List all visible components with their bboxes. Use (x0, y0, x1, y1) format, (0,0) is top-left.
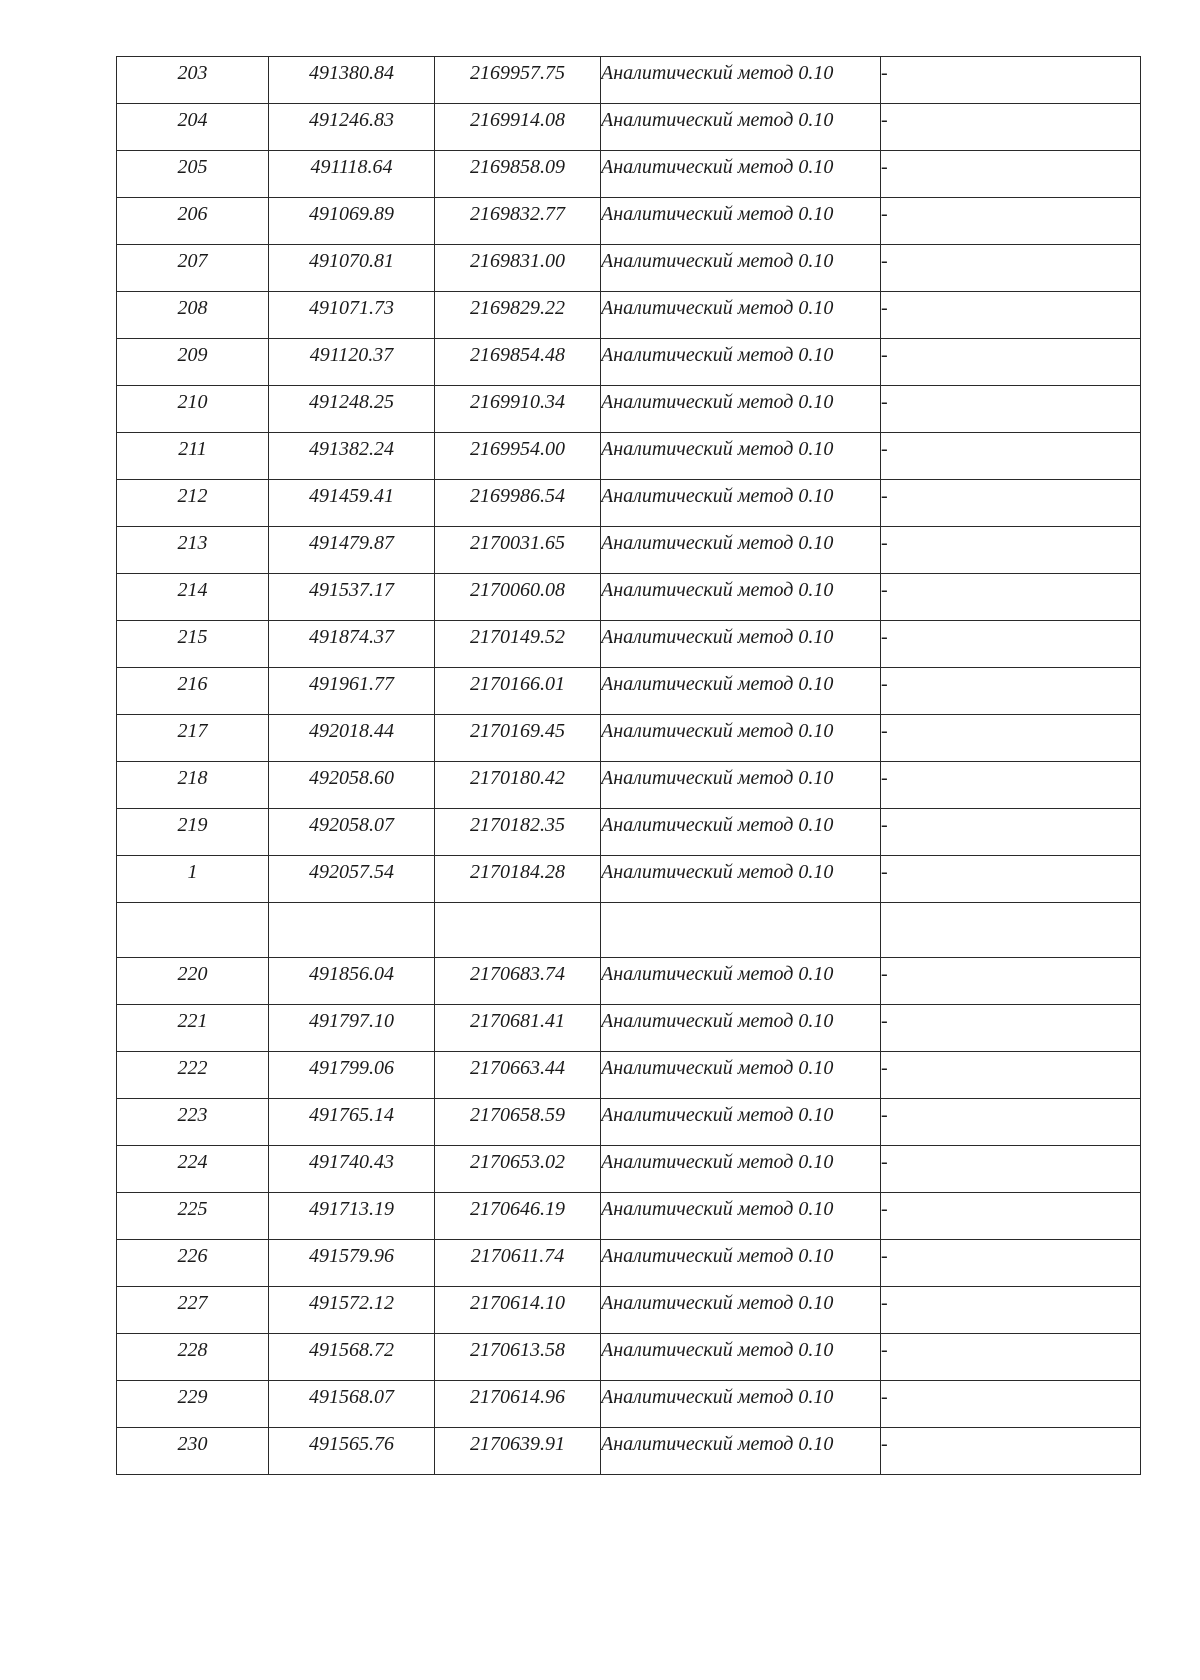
x-coordinate-cell: 491382.24 (269, 433, 435, 480)
x-coordinate-cell: 491579.96 (269, 1240, 435, 1287)
table-row (117, 1428, 1141, 1475)
point-number-cell: 212 (117, 480, 269, 527)
coordinates-table-body (117, 57, 1141, 1475)
note-cell: - (881, 1287, 1141, 1334)
x-coordinate-cell (269, 903, 435, 958)
method-cell: Аналитический метод 0.10 (601, 1052, 881, 1099)
y-coordinate-cell: 2170653.02 (435, 1146, 601, 1193)
note-cell: - (881, 621, 1141, 668)
table-row (117, 958, 1141, 1005)
table-row (117, 1334, 1141, 1381)
x-coordinate-cell: 491479.87 (269, 527, 435, 574)
method-cell: Аналитический метод 0.10 (601, 1334, 881, 1381)
y-coordinate-cell: 2170658.59 (435, 1099, 601, 1146)
point-number-cell: 214 (117, 574, 269, 621)
method-cell: Аналитический метод 0.10 (601, 292, 881, 339)
point-number-cell: 208 (117, 292, 269, 339)
table-row (117, 480, 1141, 527)
x-coordinate-cell: 491713.19 (269, 1193, 435, 1240)
point-number-cell (117, 903, 269, 958)
x-coordinate-cell: 491118.64 (269, 151, 435, 198)
x-coordinate-cell: 491248.25 (269, 386, 435, 433)
method-cell: Аналитический метод 0.10 (601, 1146, 881, 1193)
note-cell: - (881, 1005, 1141, 1052)
note-cell: - (881, 527, 1141, 574)
y-coordinate-cell: 2169858.09 (435, 151, 601, 198)
x-coordinate-cell: 491874.37 (269, 621, 435, 668)
method-cell: Аналитический метод 0.10 (601, 480, 881, 527)
table-row (117, 339, 1141, 386)
y-coordinate-cell: 2170663.44 (435, 1052, 601, 1099)
point-number-cell: 213 (117, 527, 269, 574)
y-coordinate-cell: 2170683.74 (435, 958, 601, 1005)
note-cell: - (881, 1052, 1141, 1099)
point-number-cell: 1 (117, 856, 269, 903)
table-row (117, 621, 1141, 668)
note-cell: - (881, 480, 1141, 527)
x-coordinate-cell: 491071.73 (269, 292, 435, 339)
table-row (117, 292, 1141, 339)
y-coordinate-cell: 2170614.10 (435, 1287, 601, 1334)
x-coordinate-cell: 491765.14 (269, 1099, 435, 1146)
note-cell: - (881, 433, 1141, 480)
point-number-cell: 205 (117, 151, 269, 198)
table-row (117, 57, 1141, 104)
x-coordinate-cell: 491568.07 (269, 1381, 435, 1428)
method-cell: Аналитический метод 0.10 (601, 57, 881, 104)
y-coordinate-cell: 2170681.41 (435, 1005, 601, 1052)
y-coordinate-cell: 2169832.77 (435, 198, 601, 245)
y-coordinate-cell: 2169914.08 (435, 104, 601, 151)
document-page (116, 56, 1140, 1475)
note-cell: - (881, 1240, 1141, 1287)
x-coordinate-cell: 491070.81 (269, 245, 435, 292)
note-cell: - (881, 57, 1141, 104)
method-cell: Аналитический метод 0.10 (601, 1193, 881, 1240)
point-number-cell: 209 (117, 339, 269, 386)
x-coordinate-cell: 491856.04 (269, 958, 435, 1005)
y-coordinate-cell: 2169910.34 (435, 386, 601, 433)
table-row (117, 151, 1141, 198)
y-coordinate-cell (435, 903, 601, 958)
method-cell: Аналитический метод 0.10 (601, 574, 881, 621)
table-row (117, 1381, 1141, 1428)
note-cell: - (881, 339, 1141, 386)
point-number-cell: 211 (117, 433, 269, 480)
note-cell (881, 903, 1141, 958)
x-coordinate-cell: 492058.60 (269, 762, 435, 809)
point-number-cell: 220 (117, 958, 269, 1005)
y-coordinate-cell: 2169854.48 (435, 339, 601, 386)
y-coordinate-cell: 2170184.28 (435, 856, 601, 903)
table-row (117, 668, 1141, 715)
point-number-cell: 230 (117, 1428, 269, 1475)
method-cell: Аналитический метод 0.10 (601, 856, 881, 903)
table-row (117, 433, 1141, 480)
note-cell: - (881, 1334, 1141, 1381)
x-coordinate-cell: 492058.07 (269, 809, 435, 856)
x-coordinate-cell: 491565.76 (269, 1428, 435, 1475)
point-number-cell: 228 (117, 1334, 269, 1381)
point-number-cell: 229 (117, 1381, 269, 1428)
y-coordinate-cell: 2169829.22 (435, 292, 601, 339)
method-cell: Аналитический метод 0.10 (601, 621, 881, 668)
note-cell: - (881, 386, 1141, 433)
note-cell: - (881, 245, 1141, 292)
note-cell: - (881, 668, 1141, 715)
point-number-cell: 207 (117, 245, 269, 292)
x-coordinate-cell: 491380.84 (269, 57, 435, 104)
table-row (117, 527, 1141, 574)
x-coordinate-cell: 491459.41 (269, 480, 435, 527)
point-number-cell: 204 (117, 104, 269, 151)
table-row (117, 1052, 1141, 1099)
method-cell: Аналитический метод 0.10 (601, 386, 881, 433)
method-cell: Аналитический метод 0.10 (601, 339, 881, 386)
y-coordinate-cell: 2170031.65 (435, 527, 601, 574)
method-cell: Аналитический метод 0.10 (601, 715, 881, 762)
table-row (117, 809, 1141, 856)
point-number-cell: 203 (117, 57, 269, 104)
table-row (117, 574, 1141, 621)
y-coordinate-cell: 2170169.45 (435, 715, 601, 762)
method-cell: Аналитический метод 0.10 (601, 1099, 881, 1146)
table-row (117, 715, 1141, 762)
y-coordinate-cell: 2170613.58 (435, 1334, 601, 1381)
point-number-cell: 223 (117, 1099, 269, 1146)
note-cell: - (881, 1146, 1141, 1193)
y-coordinate-cell: 2170149.52 (435, 621, 601, 668)
method-cell: Аналитический метод 0.10 (601, 104, 881, 151)
method-cell (601, 903, 881, 958)
method-cell: Аналитический метод 0.10 (601, 1240, 881, 1287)
table-row (117, 1146, 1141, 1193)
point-number-cell: 218 (117, 762, 269, 809)
point-number-cell: 219 (117, 809, 269, 856)
x-coordinate-cell: 491961.77 (269, 668, 435, 715)
y-coordinate-cell: 2170611.74 (435, 1240, 601, 1287)
y-coordinate-cell: 2169831.00 (435, 245, 601, 292)
point-number-cell: 226 (117, 1240, 269, 1287)
note-cell: - (881, 1099, 1141, 1146)
table-row (117, 1099, 1141, 1146)
table-row (117, 1005, 1141, 1052)
point-number-cell: 210 (117, 386, 269, 433)
table-row (117, 856, 1141, 903)
method-cell: Аналитический метод 0.10 (601, 1005, 881, 1052)
x-coordinate-cell: 491120.37 (269, 339, 435, 386)
table-row (117, 198, 1141, 245)
point-number-cell: 217 (117, 715, 269, 762)
point-number-cell: 224 (117, 1146, 269, 1193)
point-number-cell: 215 (117, 621, 269, 668)
method-cell: Аналитический метод 0.10 (601, 762, 881, 809)
note-cell: - (881, 809, 1141, 856)
note-cell: - (881, 1193, 1141, 1240)
table-row (117, 903, 1141, 958)
note-cell: - (881, 1381, 1141, 1428)
method-cell: Аналитический метод 0.10 (601, 958, 881, 1005)
y-coordinate-cell: 2170639.91 (435, 1428, 601, 1475)
note-cell: - (881, 292, 1141, 339)
note-cell: - (881, 574, 1141, 621)
y-coordinate-cell: 2170180.42 (435, 762, 601, 809)
note-cell: - (881, 958, 1141, 1005)
y-coordinate-cell: 2169954.00 (435, 433, 601, 480)
table-row (117, 245, 1141, 292)
point-number-cell: 227 (117, 1287, 269, 1334)
note-cell: - (881, 856, 1141, 903)
x-coordinate-cell: 491568.72 (269, 1334, 435, 1381)
method-cell: Аналитический метод 0.10 (601, 668, 881, 715)
point-number-cell: 206 (117, 198, 269, 245)
method-cell: Аналитический метод 0.10 (601, 151, 881, 198)
point-number-cell: 225 (117, 1193, 269, 1240)
y-coordinate-cell: 2169957.75 (435, 57, 601, 104)
table-row (117, 1193, 1141, 1240)
note-cell: - (881, 198, 1141, 245)
coordinates-table (116, 56, 1141, 1475)
x-coordinate-cell: 491572.12 (269, 1287, 435, 1334)
y-coordinate-cell: 2170182.35 (435, 809, 601, 856)
y-coordinate-cell: 2169986.54 (435, 480, 601, 527)
method-cell: Аналитический метод 0.10 (601, 1381, 881, 1428)
x-coordinate-cell: 492018.44 (269, 715, 435, 762)
x-coordinate-cell: 491799.06 (269, 1052, 435, 1099)
y-coordinate-cell: 2170060.08 (435, 574, 601, 621)
method-cell: Аналитический метод 0.10 (601, 1428, 881, 1475)
x-coordinate-cell: 492057.54 (269, 856, 435, 903)
table-row (117, 1287, 1141, 1334)
table-row (117, 386, 1141, 433)
y-coordinate-cell: 2170166.01 (435, 668, 601, 715)
table-row (117, 1240, 1141, 1287)
x-coordinate-cell: 491069.89 (269, 198, 435, 245)
point-number-cell: 221 (117, 1005, 269, 1052)
table-row (117, 104, 1141, 151)
method-cell: Аналитический метод 0.10 (601, 527, 881, 574)
x-coordinate-cell: 491537.17 (269, 574, 435, 621)
note-cell: - (881, 104, 1141, 151)
y-coordinate-cell: 2170646.19 (435, 1193, 601, 1240)
method-cell: Аналитический метод 0.10 (601, 245, 881, 292)
note-cell: - (881, 1428, 1141, 1475)
method-cell: Аналитический метод 0.10 (601, 1287, 881, 1334)
x-coordinate-cell: 491797.10 (269, 1005, 435, 1052)
note-cell: - (881, 151, 1141, 198)
method-cell: Аналитический метод 0.10 (601, 198, 881, 245)
x-coordinate-cell: 491740.43 (269, 1146, 435, 1193)
point-number-cell: 216 (117, 668, 269, 715)
method-cell: Аналитический метод 0.10 (601, 809, 881, 856)
note-cell: - (881, 715, 1141, 762)
point-number-cell: 222 (117, 1052, 269, 1099)
x-coordinate-cell: 491246.83 (269, 104, 435, 151)
method-cell: Аналитический метод 0.10 (601, 433, 881, 480)
note-cell: - (881, 762, 1141, 809)
table-row (117, 762, 1141, 809)
y-coordinate-cell: 2170614.96 (435, 1381, 601, 1428)
